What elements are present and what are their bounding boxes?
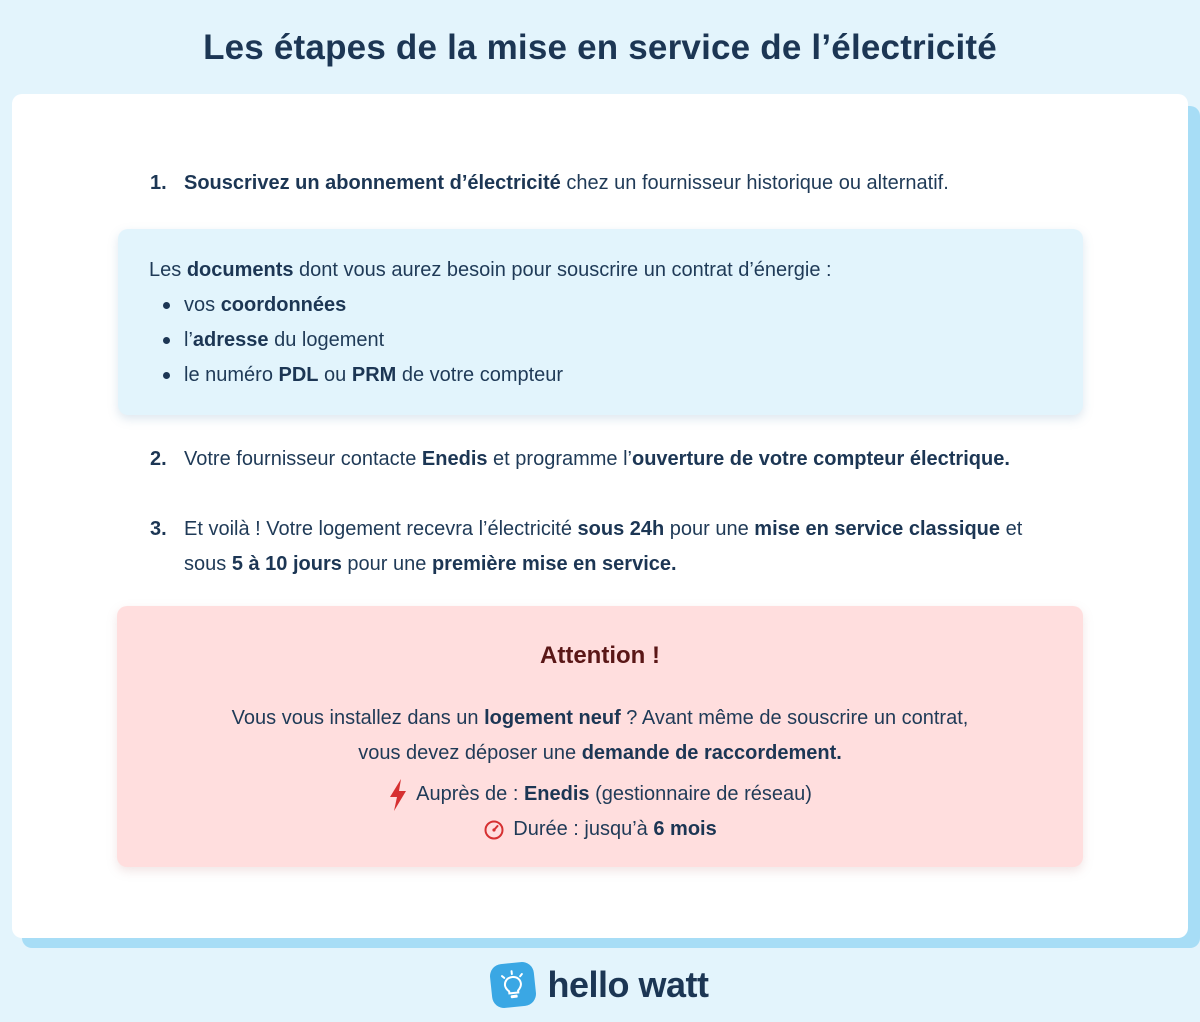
step-1 bbox=[150, 166, 1030, 201]
bold-text: sous 24h bbox=[577, 518, 665, 540]
lightning-icon bbox=[388, 779, 408, 811]
warning-box bbox=[117, 606, 1083, 867]
bold-text: coordonnées bbox=[220, 294, 347, 316]
text-run: le numéro bbox=[184, 364, 279, 386]
page-title: Les étapes de la mise en service de l’électricité bbox=[203, 28, 997, 67]
bold-text: mise en service classique bbox=[754, 518, 1001, 540]
step-number: 3. bbox=[150, 518, 167, 540]
text-run: ? Avant même de souscrire un contrat, bbox=[620, 707, 969, 729]
text-run: de votre compteur bbox=[396, 364, 564, 386]
text-run: Vous vous installez dans un bbox=[231, 707, 485, 729]
bold-text: première mise en service. bbox=[431, 553, 677, 575]
list-item bbox=[149, 358, 563, 393]
text-run: du logement bbox=[268, 329, 385, 351]
bold-text: PRM bbox=[351, 364, 397, 386]
step-text bbox=[184, 166, 1030, 201]
text-run: Et voilà ! Votre logement recevra l’électricité bbox=[184, 518, 578, 540]
bold-text: documents bbox=[186, 259, 294, 281]
documents-list bbox=[149, 288, 563, 393]
bold-text: 6 mois bbox=[653, 818, 717, 840]
warning-title: Attention ! bbox=[540, 642, 660, 669]
documents-intro bbox=[149, 253, 832, 288]
logo-text: hello watt bbox=[547, 964, 709, 1005]
text-run: ou bbox=[318, 364, 352, 386]
bullet-icon bbox=[163, 337, 170, 344]
list-item bbox=[149, 288, 563, 323]
text-run: pour une bbox=[664, 518, 755, 540]
hello-watt-logo bbox=[0, 960, 1200, 1010]
text-run: Les bbox=[149, 259, 187, 281]
text-run: chez un fournisseur historique ou alternatif. bbox=[560, 172, 949, 194]
bold-text: Enedis bbox=[523, 783, 590, 805]
warning-duration bbox=[117, 812, 1083, 853]
bold-text: ouverture de votre compteur électrique. bbox=[632, 448, 1010, 470]
bold-text: logement neuf bbox=[484, 707, 621, 729]
text-run: vos bbox=[184, 294, 221, 316]
bold-text: Souscrivez un abonnement d’électricité bbox=[184, 172, 561, 194]
step-number: 2. bbox=[150, 448, 167, 470]
bold-text: 5 à 10 jours bbox=[231, 553, 342, 575]
text-run: Votre fournisseur contacte bbox=[184, 448, 422, 470]
documents-box bbox=[118, 229, 1083, 415]
text-run: (gestionnaire de réseau) bbox=[589, 783, 812, 805]
text-run: et programme l’ bbox=[487, 448, 632, 470]
text-run: et sous bbox=[184, 518, 1023, 575]
bold-text: demande de raccordement. bbox=[581, 742, 842, 764]
list-item bbox=[149, 323, 563, 358]
step-3 bbox=[150, 512, 1030, 582]
text-run: Auprès de : bbox=[416, 783, 524, 805]
lightbulb-icon bbox=[489, 961, 537, 1009]
timer-icon bbox=[483, 819, 505, 841]
bold-text: Enedis bbox=[421, 448, 488, 470]
step-text bbox=[184, 442, 1030, 477]
step-2 bbox=[150, 442, 1030, 477]
bold-text: PDL bbox=[278, 364, 319, 386]
warning-text bbox=[117, 701, 1083, 771]
text-run: dont vous aurez besoin pour souscrire un contrat d’énergie : bbox=[293, 259, 832, 281]
step-number: 1. bbox=[150, 172, 167, 194]
step-text bbox=[184, 512, 1030, 582]
text-run: vous devez déposer une bbox=[358, 742, 582, 764]
bullet-icon bbox=[163, 302, 170, 309]
bold-text: adresse bbox=[192, 329, 269, 351]
text-run: Durée : jusqu’à bbox=[513, 818, 654, 840]
text-run: pour une bbox=[341, 553, 432, 575]
bullet-icon bbox=[163, 372, 170, 379]
text-run: l’ bbox=[184, 329, 193, 351]
